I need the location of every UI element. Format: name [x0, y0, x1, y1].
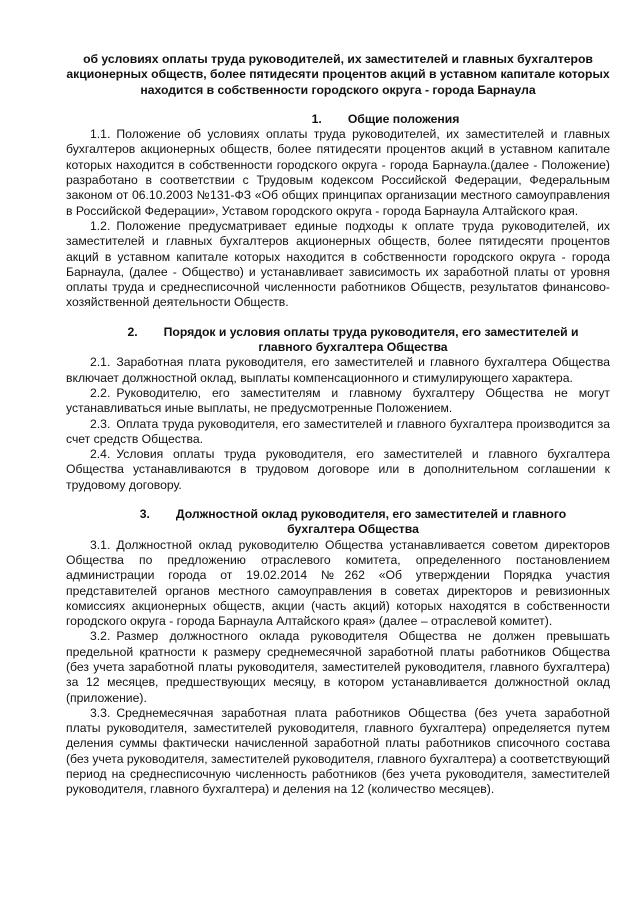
paragraph-number: 2.4. [90, 447, 111, 462]
paragraph-number: 3.3. [90, 705, 111, 720]
paragraph-text: Оплата труда руководителя, его заместителей и главного бухгалтера производится за счет средств Общества. [66, 416, 610, 446]
paragraph-text: Положение об условиях оплаты труда руководителей, их заместителей и главных бухгалтеров акционерных обществ, более пятидесяти процентов акций в уставном капитале которых находится в собственности городского округа - города Барнаула.(далее - Положение) разработано в соответствии с Трудовым кодексом Российской Федерации, Федеральным законом от 06.10.2003 №131-ФЗ «Об общих принципах организации местного самоуправления в Российской Федерации», Уставом городского округа - города Барнаула Алтайского края. [66, 127, 610, 218]
section-title: Общие положения [347, 111, 460, 126]
document-title: об условиях оплаты труда руководителей, их заместителей и главных бухгалтеров акционерных обществ, более пятидесяти процентов акций в уставном капитале которых находится в собственности городского округа - города Барнаула [66, 52, 610, 97]
section-heading-1 [66, 112, 610, 127]
section-number: 1. [311, 111, 322, 126]
paragraph-number: 3.1. [90, 537, 111, 552]
paragraph-number: 1.2. [90, 218, 111, 233]
paragraph-number: 2.3. [90, 416, 111, 431]
section-heading-2 [66, 325, 610, 356]
paragraph-text: Положение предусматривает единые подходы к оплате труда руководителей, их заместителей и главных бухгалтеров акционерных обществ, более пятидесяти процентов акций в уставном капитале которых находится в собственности городского округа - города Барнаула, (далее - Общество) и устанавливает зависимость их заработной платы от уровня оплаты труда и среднесписочной численности работников Обществ, результатов финансово-хозяйственной деятельности Обществ. [66, 218, 610, 310]
paragraph-3-1 [66, 538, 610, 630]
paragraph-3-3 [66, 706, 610, 798]
paragraph-number: 3.2. [90, 629, 111, 644]
paragraph-2-1 [66, 355, 610, 386]
section-number: 3. [139, 507, 150, 522]
section-heading-3 [66, 507, 610, 538]
paragraph-text: Размер должностного оклада руководителя Общества не должен превышать предельной кратности к размеру среднемесячной заработной платы работников Общества (без учета заработной платы руководителя, заместителей руководителя, главного бухгалтера) за 12 месяцев, предшествующих месяцу, в котором устанавливается должностной оклад (приложение). [66, 629, 610, 705]
paragraph-1-2 [66, 219, 610, 311]
section-title: Порядок и условия оплаты труда руководителя, его заместителей и главного бухгалтера Общества [163, 324, 579, 355]
paragraph-2-4 [66, 447, 610, 493]
paragraph-text: Среднемесячная заработная плата работников Общества (без учета заработной платы руководителя, заместителей руководителя, главного бухгалтера) определяется путем деления суммы фактически начисленной заработной платы работников списочного состава (без учета руководителя, заместителей руководителя, главного бухгалтера) а соответствующий период на среднесписочную численность работников (без учета руководителя, заместителей руководителя, главного бухгалтера) и деления на 12 (количество месяцев). [66, 705, 610, 797]
paragraph-1-1 [66, 127, 610, 219]
paragraph-3-2 [66, 629, 610, 705]
paragraph-2-3 [66, 417, 610, 448]
paragraph-number: 2.2. [90, 385, 111, 400]
paragraph-number: 1.1. [90, 127, 111, 142]
paragraph-text: Заработная плата руководителя, его заместителей и главного бухгалтера Общества включает должностной оклад, выплаты компенсационного и стимулирующего характера. [66, 355, 610, 385]
paragraph-text: Условия оплаты труда руководителя, его заместителей и главного бухгалтера Общества устанавливаются в трудовом договоре или в дополнительном соглашении к трудовому договору. [66, 447, 610, 492]
section-number: 2. [127, 324, 138, 339]
paragraph-text: Руководителю, его заместителям и главному бухгалтеру Общества не могут устанавливаться иные выплаты, не предусмотренные Положением. [66, 385, 610, 416]
paragraph-2-2 [66, 386, 610, 417]
paragraph-number: 2.1. [90, 355, 111, 370]
section-title: Должностной оклад руководителя, его заместителей и главного бухгалтера Общества [175, 507, 567, 537]
paragraph-text: Должностной оклад руководителю Общества устанавливается советом директоров Общества по предложению отраслевого комитета, определенного постановлением администрации города от 19.02.2014 №262 «Об утверждении Порядка участия представителей органов местного самоуправления в советах директоров и ревизионных комиссиях акционерных обществ, акции (часть акций) которых находятся в собственности городского округа - города Барнаула Алтайского края» (далее – отраслевой комитет). [66, 537, 610, 629]
